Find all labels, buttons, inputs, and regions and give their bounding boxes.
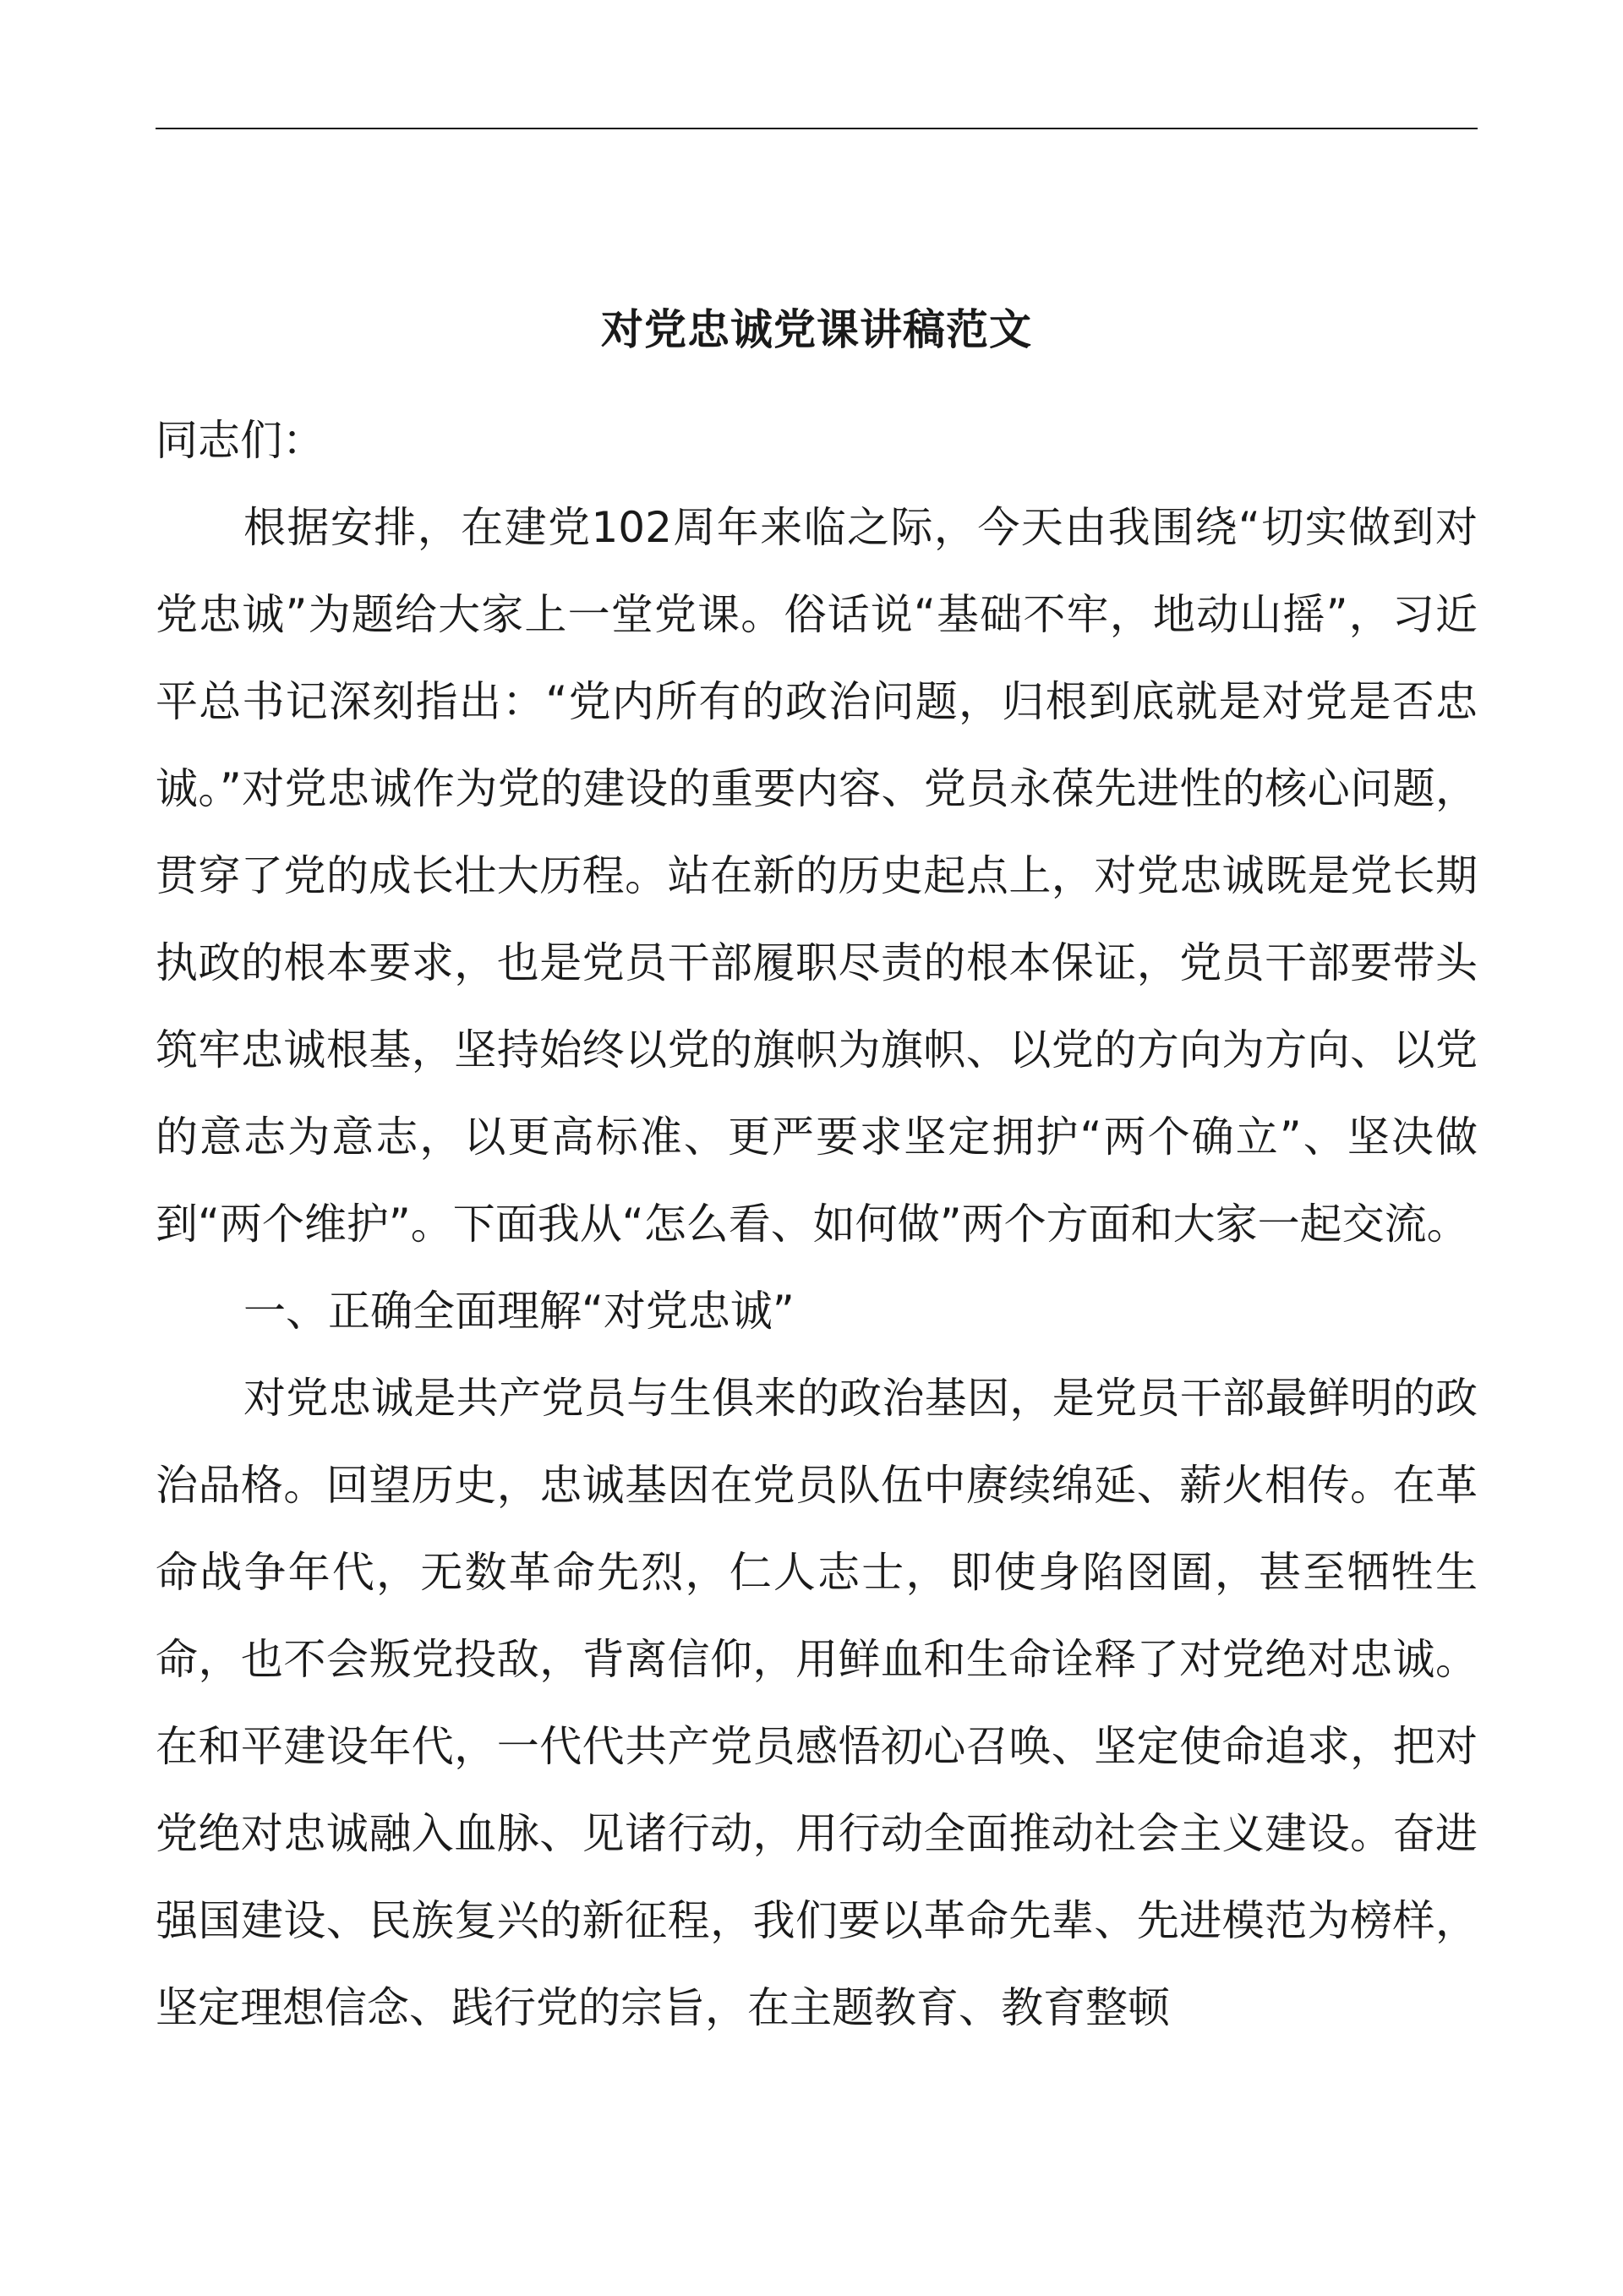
salutation: 同志们：	[156, 416, 325, 465]
document-body	[156, 397, 1478, 2052]
document-title: 对党忠诚党课讲稿范文	[601, 305, 1032, 354]
header-rule	[156, 128, 1478, 129]
body-paragraph: 根据安排，在建党102周年来临之际，今天由我围绕“切实做到对党忠诚”为题给大家上一堂党课。俗话说“基础不牢，地动山摇”，习近平总书记深刻指出：“党内所有的政治问题，归根到底就是对党是否忠诚。”对党忠诚作为党的建设的重要内容、党员永葆先进性的核心问题，贯穿了党的成长壮大历程。站在新的历史起点上，对党忠诚既是党长期执政的根本要求，也是党员干部履职尽责的根本保证，党员干部要带头筑牢忠诚根基，坚持始终以党的旗帜为旗帜、以党的方向为方向、以党的意志为意志，以更高标准、更严要求坚定拥护“两个确立”、坚决做到“两个维护”。下面我从“怎么看、如何做”两个方面和大家一起交流。	[156, 503, 1478, 1249]
body-paragraph: 对党忠诚是共产党员与生俱来的政治基因，是党员干部最鲜明的政治品格。回望历史，忠诚基因在党员队伍中赓续绵延、薪火相传。在革命战争年代，无数革命先烈，仁人志士，即使身陷囹圄，甚至牺牲生命，也不会叛党投敌，背离信仰，用鲜血和生命诠释了对党绝对忠诚。在和平建设年代，一代代共产党员感悟初心召唤、坚定使命追求，把对党绝对忠诚融入血脉、见诸行动，用行动全面推动社会主义建设。奋进强国建设、民族复兴的新征程，我们要以革命先辈、先进模范为榜样，坚定理想信念、践行党的宗旨，在主题教育、教育整顿	[156, 1374, 1478, 2032]
section-heading: 一、正确全面理解“对党忠诚”	[243, 1287, 795, 1336]
